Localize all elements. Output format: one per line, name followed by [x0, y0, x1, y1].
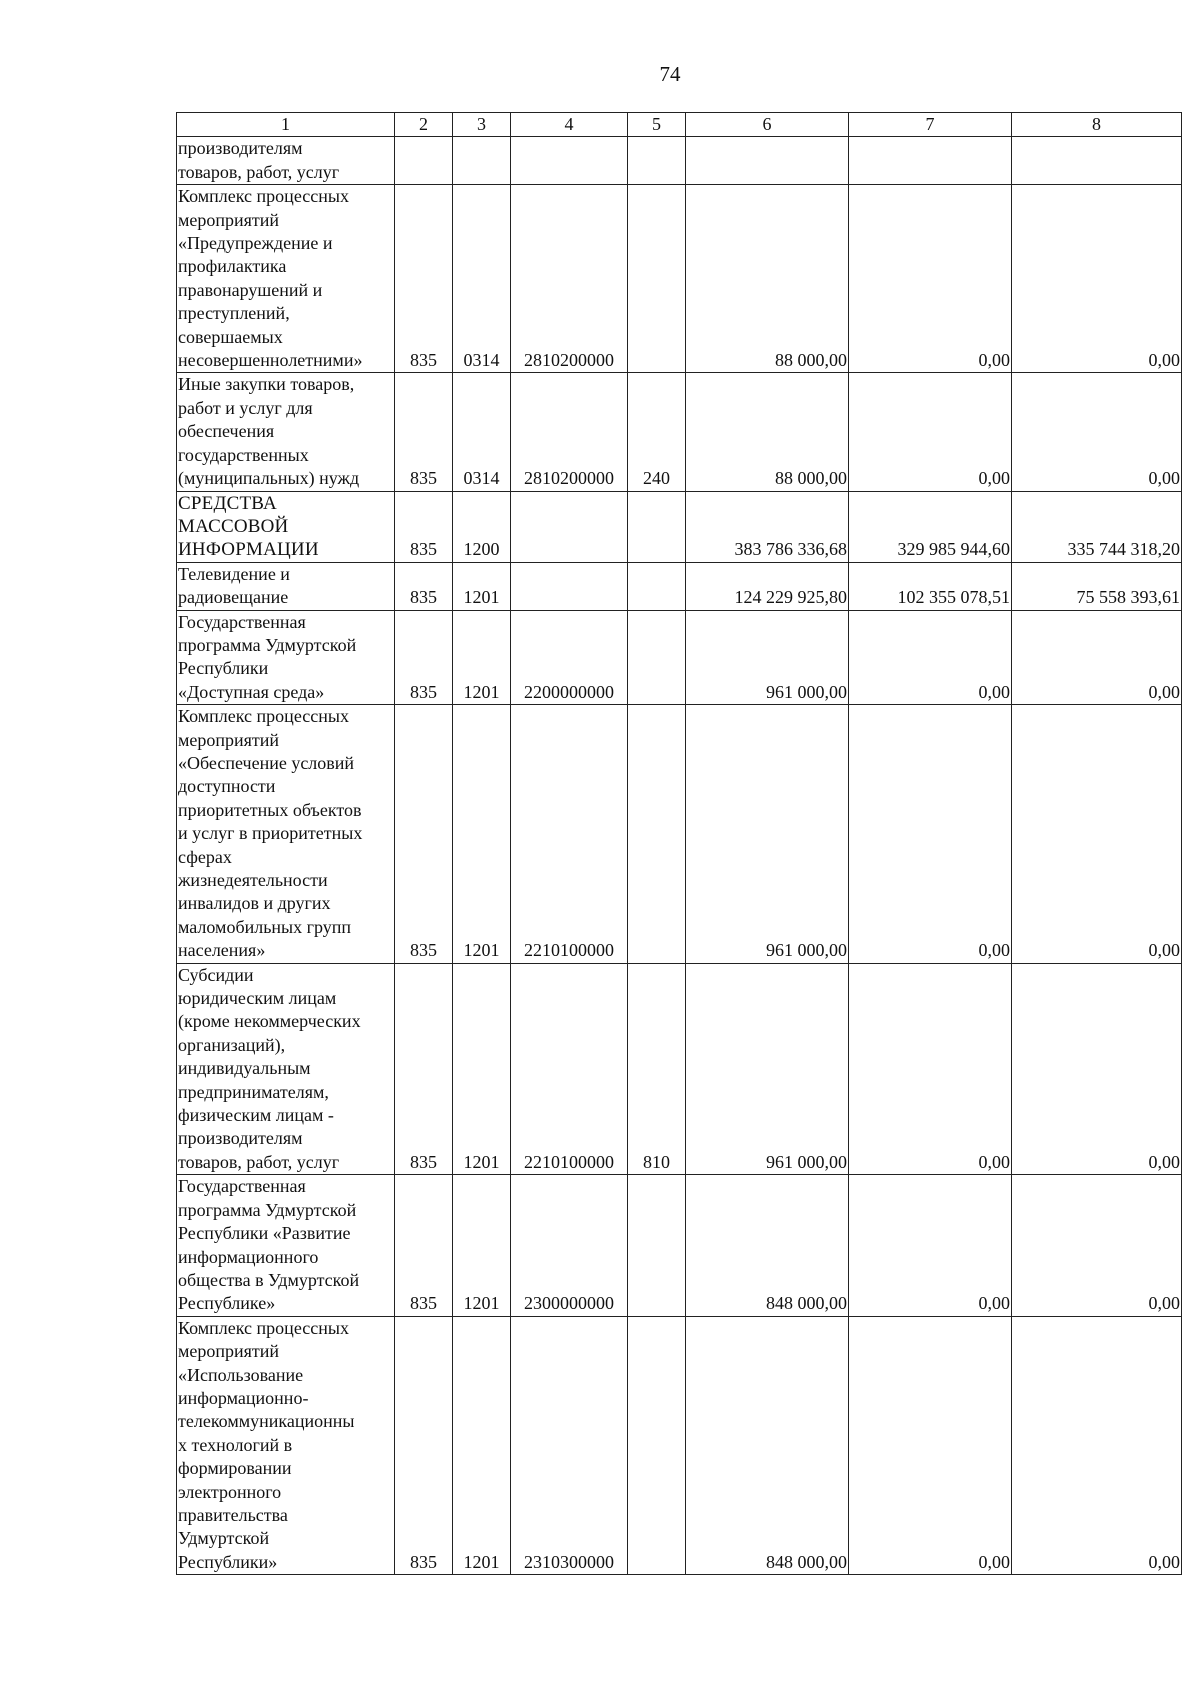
- cell-col-7: 0,00: [849, 373, 1012, 491]
- cell-col-3: 0314: [453, 373, 511, 491]
- column-header-2: 2: [395, 113, 453, 137]
- cell-col-6: 848 000,00: [686, 1316, 849, 1574]
- cell-col-2: [395, 137, 453, 185]
- column-header-6: 6: [686, 113, 849, 137]
- cell-col-4: 2210100000: [511, 705, 628, 963]
- column-header-7: 7: [849, 113, 1012, 137]
- cell-col-7: 0,00: [849, 963, 1012, 1175]
- cell-col-4: 2200000000: [511, 610, 628, 705]
- cell-col-6: 88 000,00: [686, 185, 849, 373]
- cell-col-8: 0,00: [1012, 610, 1182, 705]
- cell-col-5: [628, 1175, 686, 1316]
- cell-col-6: 124 229 925,80: [686, 562, 849, 610]
- cell-col-8: [1012, 137, 1182, 185]
- cell-col-3: 1201: [453, 562, 511, 610]
- cell-col-5: [628, 185, 686, 373]
- row-name: производителям товаров, работ, услуг: [177, 137, 395, 185]
- cell-col-2: 835: [395, 185, 453, 373]
- cell-col-8: 0,00: [1012, 963, 1182, 1175]
- table-row: [177, 1316, 1182, 1574]
- table-body: [177, 137, 1182, 1575]
- column-header-4: 4: [511, 113, 628, 137]
- cell-col-7: 0,00: [849, 185, 1012, 373]
- cell-col-4: [511, 137, 628, 185]
- cell-col-3: 1201: [453, 705, 511, 963]
- cell-col-2: 835: [395, 562, 453, 610]
- cell-col-3: 0314: [453, 185, 511, 373]
- cell-col-2: 835: [395, 705, 453, 963]
- cell-col-2: 835: [395, 963, 453, 1175]
- table-row: [177, 373, 1182, 491]
- cell-col-7: 0,00: [849, 705, 1012, 963]
- row-name: Государственная программа Удмуртской Республики «Развитие информационного общества в Удмуртской Республике»: [177, 1175, 395, 1316]
- cell-col-3: 1201: [453, 963, 511, 1175]
- column-header-5: 5: [628, 113, 686, 137]
- cell-col-3: 1200: [453, 491, 511, 562]
- cell-col-8: 75 558 393,61: [1012, 562, 1182, 610]
- cell-col-4: 2300000000: [511, 1175, 628, 1316]
- header-row: [177, 113, 1182, 137]
- cell-col-3: 1201: [453, 1175, 511, 1316]
- row-name: Комплекс процессных мероприятий «Предупреждение и профилактика правонарушений и преступлений, совершаемых несовершеннолетними»: [177, 185, 395, 373]
- cell-col-2: 835: [395, 1175, 453, 1316]
- cell-col-7: [849, 137, 1012, 185]
- row-name: Иные закупки товаров, работ и услуг для обеспечения государственных (муниципальных) нужд: [177, 373, 395, 491]
- cell-col-8: 0,00: [1012, 1175, 1182, 1316]
- table-row: [177, 562, 1182, 610]
- cell-col-6: 961 000,00: [686, 705, 849, 963]
- cell-col-7: 329 985 944,60: [849, 491, 1012, 562]
- cell-col-8: 0,00: [1012, 1316, 1182, 1574]
- cell-col-5: 240: [628, 373, 686, 491]
- cell-col-8: 0,00: [1012, 185, 1182, 373]
- cell-col-8: 0,00: [1012, 373, 1182, 491]
- cell-col-7: 0,00: [849, 1316, 1012, 1574]
- row-name: Государственная программа Удмуртской Республики «Доступная среда»: [177, 610, 395, 705]
- table-row: [177, 491, 1182, 562]
- table-row: [177, 705, 1182, 963]
- cell-col-3: 1201: [453, 610, 511, 705]
- table-row: [177, 610, 1182, 705]
- cell-col-4: 2810200000: [511, 185, 628, 373]
- cell-col-3: 1201: [453, 1316, 511, 1574]
- cell-col-5: [628, 562, 686, 610]
- cell-col-8: 335 744 318,20: [1012, 491, 1182, 562]
- cell-col-5: [628, 1316, 686, 1574]
- cell-col-2: 835: [395, 1316, 453, 1574]
- cell-col-6: 88 000,00: [686, 373, 849, 491]
- table-row: [177, 137, 1182, 185]
- cell-col-8: 0,00: [1012, 705, 1182, 963]
- cell-col-4: [511, 562, 628, 610]
- cell-col-4: 2210100000: [511, 963, 628, 1175]
- cell-col-6: 961 000,00: [686, 610, 849, 705]
- cell-col-7: 102 355 078,51: [849, 562, 1012, 610]
- column-header-1: 1: [177, 113, 395, 137]
- budget-table: [176, 112, 1182, 1575]
- cell-col-6: 848 000,00: [686, 1175, 849, 1316]
- column-header-8: 8: [1012, 113, 1182, 137]
- cell-col-2: 835: [395, 373, 453, 491]
- cell-col-2: 835: [395, 491, 453, 562]
- table-row: [177, 963, 1182, 1175]
- row-name: Комплекс процессных мероприятий «Использование информационно- телекоммуникационны х технологий в формировании электронного правительства Удмуртской Республики»: [177, 1316, 395, 1574]
- cell-col-5: 810: [628, 963, 686, 1175]
- row-name: Комплекс процессных мероприятий «Обеспечение условий доступности приоритетных объектов и услуг в приоритетных сферах жизнедеятельности инвалидов и других маломобильных групп населения»: [177, 705, 395, 963]
- cell-col-5: [628, 610, 686, 705]
- cell-col-6: [686, 137, 849, 185]
- cell-col-5: [628, 705, 686, 963]
- column-header-3: 3: [453, 113, 511, 137]
- cell-col-2: 835: [395, 610, 453, 705]
- cell-col-4: 2310300000: [511, 1316, 628, 1574]
- cell-col-4: 2810200000: [511, 373, 628, 491]
- page-number: 74: [659, 62, 681, 86]
- cell-col-6: 383 786 336,68: [686, 491, 849, 562]
- table-row: [177, 185, 1182, 373]
- row-name: Телевидение и радиовещание: [177, 562, 395, 610]
- table-row: [177, 1175, 1182, 1316]
- cell-col-7: 0,00: [849, 610, 1012, 705]
- cell-col-6: 961 000,00: [686, 963, 849, 1175]
- row-name: Субсидии юридическим лицам (кроме некоммерческих организаций), индивидуальным предпринимателям, физическим лицам - производителям товаров, работ, услуг: [177, 963, 395, 1175]
- cell-col-5: [628, 137, 686, 185]
- cell-col-3: [453, 137, 511, 185]
- cell-col-7: 0,00: [849, 1175, 1012, 1316]
- row-name: СРЕДСТВА МАССОВОЙ ИНФОРМАЦИИ: [177, 491, 395, 562]
- cell-col-4: [511, 491, 628, 562]
- cell-col-5: [628, 491, 686, 562]
